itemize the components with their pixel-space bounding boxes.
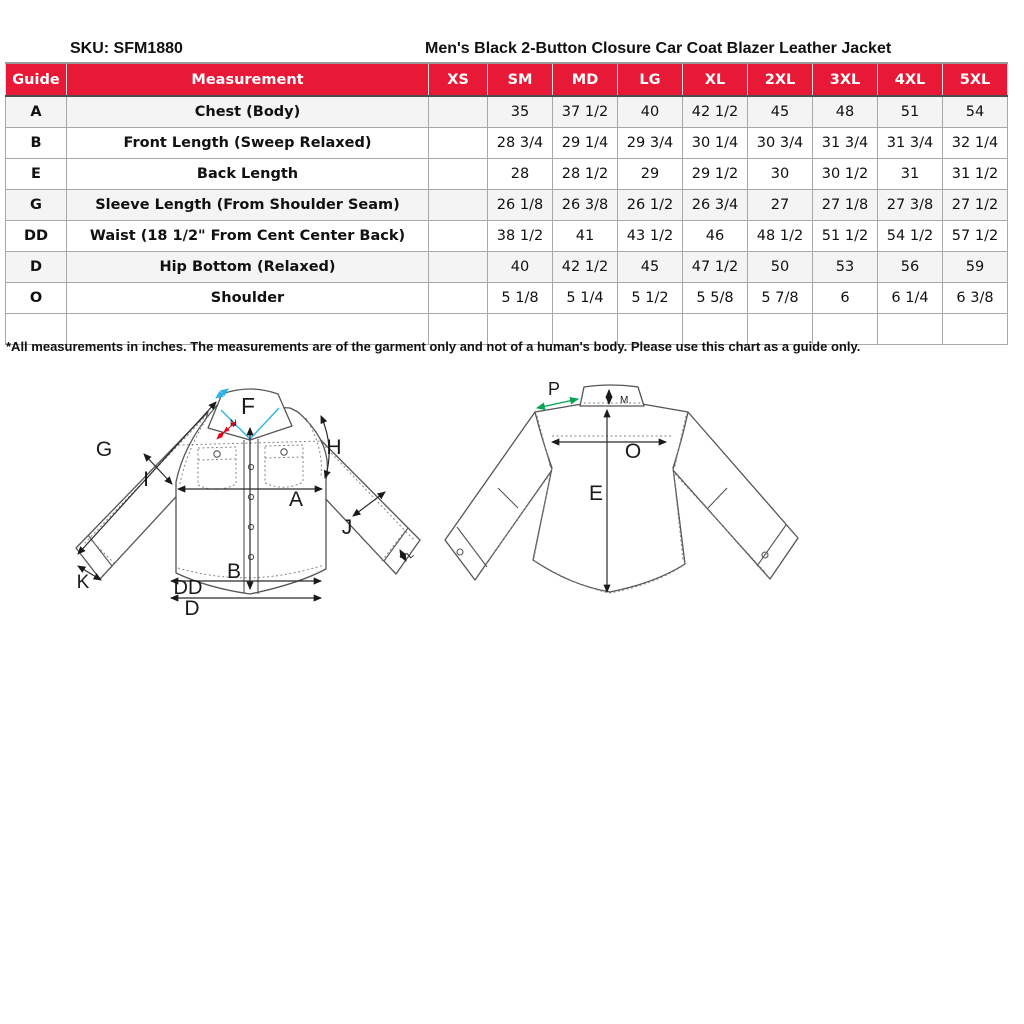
size-value-cell: 29 3/4: [618, 128, 683, 159]
front-label-k: K: [76, 572, 90, 593]
column-header-Guide: Guide: [6, 63, 67, 96]
size-value-cell: 28: [488, 159, 553, 190]
table-row: [6, 128, 1008, 159]
size-value-cell: 26 1/2: [618, 190, 683, 221]
size-value-cell: 5 7/8: [748, 283, 813, 314]
back-label-m: M: [620, 395, 629, 406]
size-value-cell: 54: [943, 96, 1008, 128]
size-value-cell: 42 1/2: [683, 96, 748, 128]
column-header-XS: XS: [429, 63, 488, 96]
size-value-cell: 56: [878, 252, 943, 283]
front-label-i: I: [143, 468, 149, 491]
column-header-2XL: 2XL: [748, 63, 813, 96]
guide-cell: D: [6, 252, 67, 283]
size-value-cell: 59: [943, 252, 1008, 283]
size-value-cell: 43 1/2: [618, 221, 683, 252]
front-label-h: H: [326, 436, 342, 459]
guide-cell: G: [6, 190, 67, 221]
table-row: [6, 283, 1008, 314]
size-value-cell: [878, 314, 943, 345]
size-value-cell: 5 1/4: [553, 283, 618, 314]
size-value-cell: [429, 159, 488, 190]
size-value-cell: 30: [748, 159, 813, 190]
size-value-cell: 27: [748, 190, 813, 221]
size-value-cell: 26 3/4: [683, 190, 748, 221]
measurement-cell: Hip Bottom (Relaxed): [67, 252, 429, 283]
front-label-f-collar: F: [240, 393, 256, 419]
footnote-text: *All measurements in inches. The measurements are of the garment only and not of a human's body. Please use this chart as a guide only.: [6, 339, 861, 354]
front-label-d: D: [184, 597, 200, 620]
front-label-dd: DD: [173, 577, 203, 599]
column-header-3XL: 3XL: [813, 63, 878, 96]
measurement-cell: Shoulder: [67, 283, 429, 314]
column-header-MD: MD: [553, 63, 618, 96]
size-value-cell: 45: [748, 96, 813, 128]
size-value-cell: 54 1/2: [878, 221, 943, 252]
size-value-cell: 48 1/2: [748, 221, 813, 252]
size-value-cell: 46: [683, 221, 748, 252]
size-value-cell: 27 1/2: [943, 190, 1008, 221]
size-value-cell: 38 1/2: [488, 221, 553, 252]
size-value-cell: 30 1/4: [683, 128, 748, 159]
size-value-cell: [429, 96, 488, 128]
size-value-cell: [429, 252, 488, 283]
table-header-row: [6, 63, 1008, 96]
size-value-cell: 53: [813, 252, 878, 283]
size-value-cell: 30 1/2: [813, 159, 878, 190]
measurement-cell: Front Length (Sweep Relaxed): [67, 128, 429, 159]
table-row: [6, 159, 1008, 190]
size-value-cell: [429, 128, 488, 159]
guide-cell: DD: [6, 221, 67, 252]
size-value-cell: 40: [488, 252, 553, 283]
measurement-cell: Back Length: [67, 159, 429, 190]
size-value-cell: 31 1/2: [943, 159, 1008, 190]
size-value-cell: 29 1/2: [683, 159, 748, 190]
front-label-n: N: [230, 418, 237, 428]
sku-label: SKU: SFM1880: [70, 40, 183, 57]
column-header-Measurement: Measurement: [67, 63, 429, 96]
size-value-cell: 31: [878, 159, 943, 190]
size-chart-table: [5, 62, 1008, 345]
size-value-cell: 35: [488, 96, 553, 128]
size-value-cell: 5 1/8: [488, 283, 553, 314]
size-value-cell: 57 1/2: [943, 221, 1008, 252]
table-row: [6, 252, 1008, 283]
size-value-cell: 47 1/2: [683, 252, 748, 283]
size-value-cell: [429, 221, 488, 252]
back-label-e: E: [588, 482, 604, 505]
size-value-cell: 5 1/2: [618, 283, 683, 314]
measurement-cell: Waist (18 1/2" From Cent Center Back): [67, 221, 429, 252]
size-value-cell: [429, 283, 488, 314]
size-value-cell: 26 1/8: [488, 190, 553, 221]
front-jacket-outline: [76, 389, 420, 594]
front-label-a: A: [288, 488, 304, 511]
size-value-cell: 40: [618, 96, 683, 128]
column-header-5XL: 5XL: [943, 63, 1008, 96]
guide-cell: B: [6, 128, 67, 159]
size-value-cell: 6 3/8: [943, 283, 1008, 314]
guide-cell: A: [6, 96, 67, 128]
size-value-cell: 29: [618, 159, 683, 190]
size-value-cell: 45: [618, 252, 683, 283]
size-value-cell: 6 1/4: [878, 283, 943, 314]
size-value-cell: 28 1/2: [553, 159, 618, 190]
guide-cell: E: [6, 159, 67, 190]
size-value-cell: 27 3/8: [878, 190, 943, 221]
size-value-cell: [943, 314, 1008, 345]
size-value-cell: 32 1/4: [943, 128, 1008, 159]
column-header-LG: LG: [618, 63, 683, 96]
table-row: [6, 190, 1008, 221]
front-label-l: L: [404, 549, 417, 562]
back-label-p: P: [547, 380, 561, 399]
back-label-o: O: [624, 440, 642, 463]
size-value-cell: 41: [553, 221, 618, 252]
product-title: Men's Black 2-Button Closure Car Coat Blazer Leather Jacket: [425, 40, 892, 57]
size-value-cell: 51: [878, 96, 943, 128]
front-label-b: B: [226, 560, 242, 583]
size-value-cell: 31 3/4: [813, 128, 878, 159]
size-value-cell: 27 1/8: [813, 190, 878, 221]
size-value-cell: 37 1/2: [553, 96, 618, 128]
size-value-cell: 5 5/8: [683, 283, 748, 314]
table-row: [6, 96, 1008, 128]
size-value-cell: 31 3/4: [878, 128, 943, 159]
jacket-back-diagram: [430, 380, 815, 630]
table-row: [6, 221, 1008, 252]
guide-cell: O: [6, 283, 67, 314]
size-value-cell: 50: [748, 252, 813, 283]
size-value-cell: 30 3/4: [748, 128, 813, 159]
size-value-cell: 48: [813, 96, 878, 128]
size-value-cell: 26 3/8: [553, 190, 618, 221]
column-header-SM: SM: [488, 63, 553, 96]
column-header-4XL: 4XL: [878, 63, 943, 96]
measurement-cell: Chest (Body): [67, 96, 429, 128]
front-label-j: J: [341, 516, 353, 539]
column-header-XL: XL: [683, 63, 748, 96]
table-body: [6, 96, 1008, 345]
size-value-cell: [429, 190, 488, 221]
measurement-cell: Sleeve Length (From Shoulder Seam): [67, 190, 429, 221]
size-value-cell: 28 3/4: [488, 128, 553, 159]
size-value-cell: 6: [813, 283, 878, 314]
size-value-cell: 42 1/2: [553, 252, 618, 283]
size-value-cell: 51 1/2: [813, 221, 878, 252]
jacket-front-diagram: [58, 382, 448, 627]
size-value-cell: 29 1/4: [553, 128, 618, 159]
front-label-g: G: [95, 438, 113, 461]
back-jacket-outline: [445, 385, 798, 593]
